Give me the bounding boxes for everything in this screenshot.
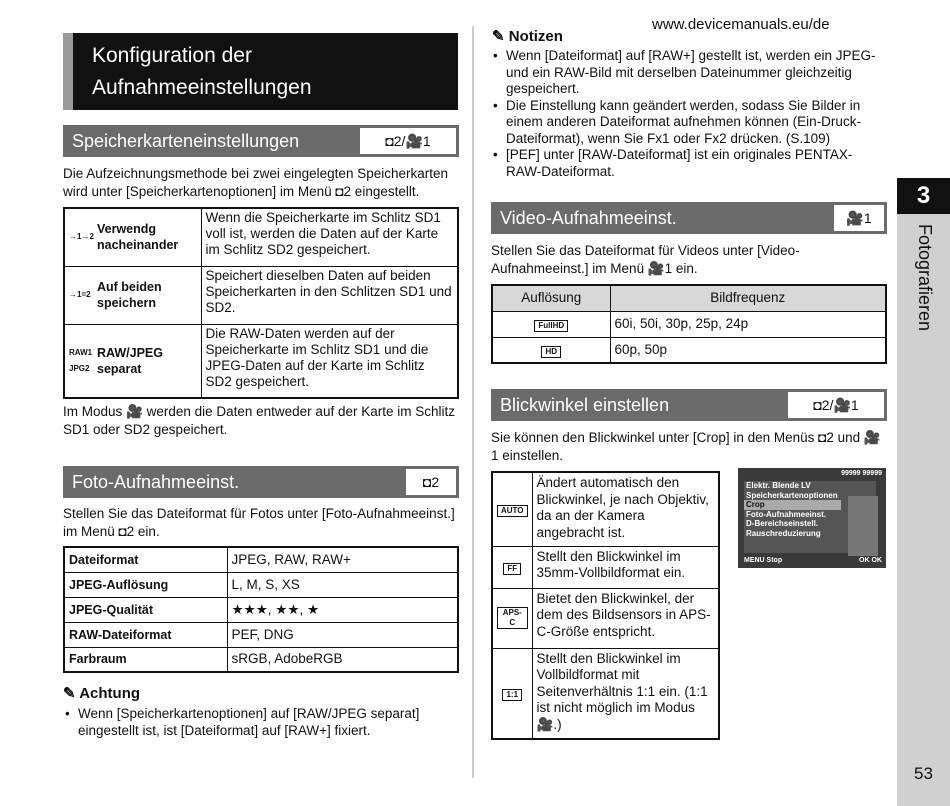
caution-title: Achtung bbox=[79, 685, 141, 702]
storage-intro: Die Aufzeichnungsmethode bei zwei eingelegten Speicherkarten wird unter [Speicherkartenoptionen] im Menü ◘2 eingestellt. bbox=[63, 166, 449, 199]
table-row bbox=[64, 324, 458, 398]
column-divider bbox=[472, 26, 474, 778]
camera-menu-screen bbox=[738, 468, 886, 568]
row-label: Verwendg nacheinander bbox=[97, 222, 179, 253]
row-desc: Speichert dieselben Daten auf beiden Speicherkarten in den Schlitzen SD1 und SD2. bbox=[201, 266, 458, 324]
storage-footer: Im Modus 🎥 werden die Daten entweder auf der Karte im Schlitz SD1 oder SD2 gespeichert. bbox=[63, 404, 455, 437]
row-value: PEF, DNG bbox=[227, 622, 458, 647]
menu-item: Foto-Aufnahmeeinst. bbox=[746, 509, 826, 519]
menu-ref-icon: ◘2/🎥1 bbox=[788, 392, 884, 418]
hd-icon: HD bbox=[541, 346, 561, 358]
row-desc: Bietet den Blickwinkel, der dem des Bildsensors in APS-C-Größe entspricht. bbox=[532, 588, 719, 648]
list-item: • Die Einstellung kann geändert werden, sodass Sie Bilder in einem anderen Dateiformat aufnehmen können (Ein-Druck-Dateiformat), wenn Sie Fx1 oder Fx2 drücken. (S.109) bbox=[491, 98, 885, 148]
row-value: 60p, 50p bbox=[610, 337, 886, 363]
table-row bbox=[64, 572, 458, 597]
row-label: Auf beiden speichern bbox=[97, 280, 162, 310]
list-item: • [PEF] unter [RAW-Dateiformat] ist ein originales PENTAX-RAW-Dateiformat. bbox=[491, 147, 885, 180]
menu-item: Elektr. Blende LV bbox=[746, 481, 811, 490]
stop-label: MENU Stop bbox=[744, 557, 783, 565]
title-line-1: Konfiguration der bbox=[92, 44, 252, 67]
menu-item: D-Bereichseinstell. bbox=[746, 519, 819, 528]
page-number: 53 bbox=[914, 764, 933, 783]
row-desc: Ändert automatisch den Blickwinkel, je nach Objektiv, da an der Kamera angebracht ist. bbox=[532, 472, 719, 546]
ok-label: OK OK bbox=[859, 557, 882, 565]
auto-crop-icon: AUTO bbox=[497, 505, 528, 517]
row-label: RAW/JPEG separat bbox=[97, 345, 163, 376]
square-crop-icon: 1:1 bbox=[502, 689, 522, 701]
notes-heading bbox=[492, 28, 563, 47]
row-desc: Wenn die Speicherkarte im Schlitz SD1 voll ist, werden die Daten auf der Karte im Schlitz SD2 gespeichert. bbox=[201, 208, 458, 266]
table-row bbox=[492, 472, 719, 546]
video-table bbox=[491, 284, 887, 364]
menu-ref-icon: 🎥1 bbox=[834, 205, 884, 231]
col-header: Bildfrequenz bbox=[610, 285, 886, 311]
row-label: JPEG-Auflösung bbox=[64, 572, 227, 597]
ff-crop-icon: FF bbox=[503, 563, 521, 575]
row-label: RAW-Dateiformat bbox=[64, 622, 227, 647]
photo-table bbox=[63, 546, 459, 673]
notes-title: Notizen bbox=[508, 28, 563, 45]
title-line-2: Aufnahmeeinstellungen bbox=[92, 76, 312, 99]
menu-item: Speicherkartenoptionen bbox=[746, 490, 838, 500]
video-intro: Stellen Sie das Dateiformat für Videos unter [Video-Aufnahmeeinst.] im Menü 🎥1 ein. bbox=[491, 243, 800, 276]
row-desc: Stellt den Blickwinkel im Vollbildformat mit Seitenverhältnis 1:1 ein. (1:1 ist nicht möglich im Modus 🎥.) bbox=[532, 648, 719, 739]
photo-intro: Stellen Sie das Dateiformat für Fotos unter [Foto-Aufnahmeeinst.] im Menü ◘2 ein. bbox=[63, 506, 455, 539]
row-desc: Die RAW-Daten werden auf der Speicherkarte im Schlitz SD1 und die JPEG-Daten auf der Karte im Schlitz SD2 gespeichert. bbox=[201, 324, 458, 398]
row-value: L, M, S, XS bbox=[227, 572, 458, 597]
table-row bbox=[492, 546, 719, 588]
table-row bbox=[64, 266, 458, 324]
row-value: JPEG, RAW, RAW+ bbox=[227, 547, 458, 572]
section-title: Blickwinkel einstellen bbox=[500, 395, 670, 415]
camera-menu-list bbox=[744, 481, 876, 553]
notes-list bbox=[491, 48, 885, 180]
raw-jpeg-icon: RAW1 JPG2 bbox=[69, 347, 93, 373]
apsc-crop-icon: APS-C bbox=[497, 607, 528, 629]
row-label: Farbraum bbox=[64, 647, 227, 672]
caution-heading bbox=[63, 685, 140, 704]
list-item: • Wenn [Speicherkartenoptionen] auf [RAW/JPEG separat] eingestellt ist, ist [Dateiformat] auf [RAW+] fixiert. bbox=[63, 706, 459, 739]
sequential-icon: →1→2 bbox=[69, 232, 94, 242]
table-row bbox=[492, 311, 886, 337]
row-label: JPEG-Qualität bbox=[64, 597, 227, 622]
shot-counter: 99999 99999 bbox=[841, 470, 882, 477]
menu-submenu-panel bbox=[848, 496, 878, 556]
table-row bbox=[64, 208, 458, 266]
row-value: sRGB, AdobeRGB bbox=[227, 647, 458, 672]
section-title: Speicherkarteneinstellungen bbox=[72, 131, 300, 151]
fullhd-icon: FullHD bbox=[534, 320, 568, 332]
menu-ref-icon: ◘2/🎥1 bbox=[360, 128, 456, 154]
section-header-storage bbox=[63, 125, 459, 157]
camera-bottom-bar bbox=[744, 557, 882, 566]
table-row bbox=[492, 337, 886, 363]
row-value: 60i, 50i, 30p, 25p, 24p bbox=[610, 311, 886, 337]
table-row bbox=[64, 622, 458, 647]
table-header-row bbox=[492, 285, 886, 311]
storage-table bbox=[63, 207, 459, 399]
table-row bbox=[64, 547, 458, 572]
crop-table bbox=[491, 471, 720, 740]
section-title: Video-Aufnahmeeinst. bbox=[500, 208, 677, 228]
section-header-photo bbox=[63, 466, 459, 498]
table-row bbox=[64, 647, 458, 672]
menu-item: Rauschreduzierung bbox=[746, 528, 821, 538]
list-item: • Wenn [Dateiformat] auf [RAW+] gestellt ist, werden ein JPEG- und ein RAW-Bild mit derselben Dateinummer gleichzeitig gespeichert. bbox=[491, 48, 885, 98]
table-row bbox=[492, 588, 719, 648]
crop-intro: Sie können den Blickwinkel unter [Crop] in den Menüs ◘2 und 🎥1 einstellen. bbox=[491, 430, 881, 463]
chapter-number: 3 bbox=[897, 178, 950, 214]
section-header-video bbox=[491, 202, 887, 234]
menu-ref-icon: ◘2 bbox=[406, 469, 456, 495]
title-accent-bar bbox=[63, 33, 73, 110]
caution-icon: ✎ bbox=[63, 685, 76, 702]
header-url: www.devicemanuals.eu/de bbox=[652, 16, 830, 33]
page-title bbox=[92, 40, 452, 104]
section-title: Foto-Aufnahmeeinst. bbox=[72, 472, 240, 492]
chapter-label: Fotografieren bbox=[915, 224, 935, 332]
table-row bbox=[64, 597, 458, 622]
notes-icon: ✎ bbox=[492, 28, 505, 45]
row-desc: Stellt den Blickwinkel im 35mm-Vollbildformat ein. bbox=[532, 546, 719, 588]
row-label: Dateiformat bbox=[64, 547, 227, 572]
col-header: Auflösung bbox=[492, 285, 610, 311]
section-header-crop bbox=[491, 389, 887, 421]
menu-item-selected: Crop bbox=[744, 500, 841, 510]
row-value: ★★★, ★★, ★ bbox=[227, 597, 458, 622]
table-row bbox=[492, 648, 719, 739]
duplicate-icon: →1=2 bbox=[69, 290, 91, 299]
caution-list bbox=[63, 706, 459, 739]
